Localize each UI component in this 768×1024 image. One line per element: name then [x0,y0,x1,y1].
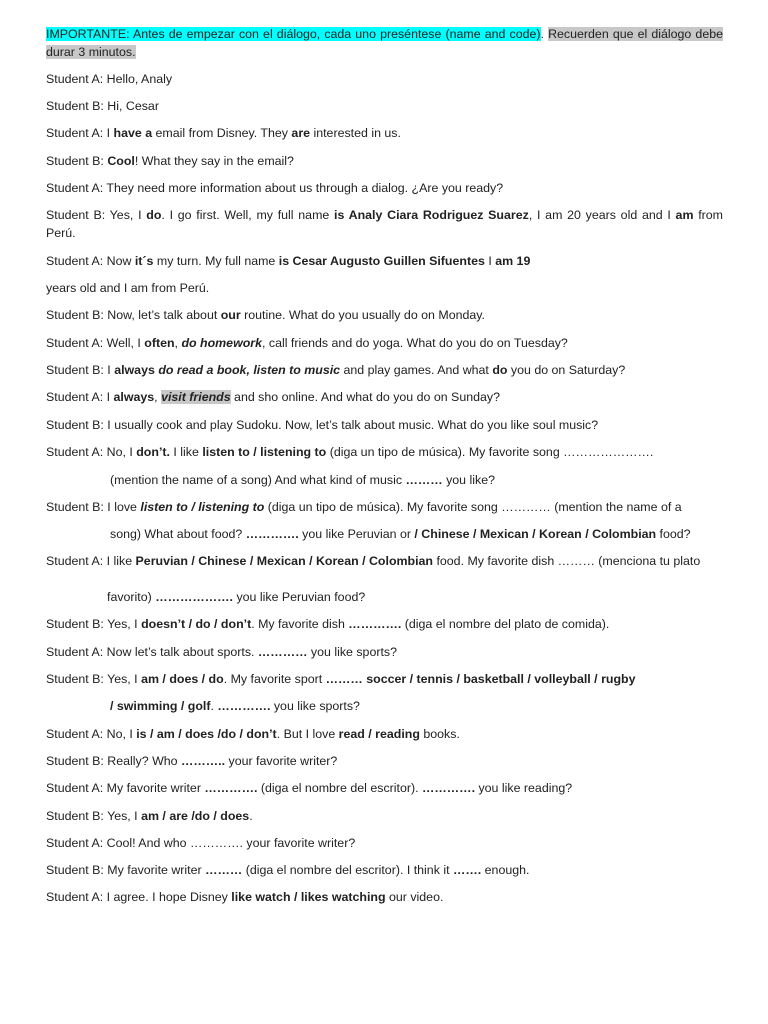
text-run: don’t. [136,445,170,459]
dialog-line [46,861,723,879]
text-run: Student A: Now [46,254,135,268]
text-run: Student B: Really? Who [46,754,181,768]
dialog-line [46,152,723,170]
text-run: is Analy Ciara Rodriguez Suarez [334,208,529,222]
text-run: I [484,254,496,268]
text-run: always [113,390,155,404]
text-run: am [675,208,694,222]
text-run: years old and I am from Perú. [46,281,210,295]
text-run: you like reading? [475,781,573,795]
text-run: , I am 20 years old and I [528,208,676,222]
dialog-line [46,725,723,743]
text-run: Student A: Hello, Analy [46,72,173,86]
text-run: . [540,27,544,41]
text-run: Student A: I [46,126,114,140]
text-run: Student A: They need more information about us through a dialog. ¿Are you ready? [46,181,504,195]
text-run: from Perú. [46,208,723,240]
dialog-line [46,498,723,516]
text-run: Cool [107,154,135,168]
text-run: Peruvian / Chinese / Mexican / Korean / Colombian [135,554,434,568]
text-run: Student B: Hi, Cesar [46,99,159,113]
text-run: . But I love [276,727,339,741]
text-run: …………. [217,699,271,713]
dialog-line [46,643,723,661]
text-run: it´s [134,254,154,268]
text-run: you like Peruvian food? [233,590,366,604]
text-run: listen to / listening to [140,500,265,514]
text-run: your favorite writer? [225,754,338,768]
text-run: and sho online. And what do you do on Sunday? [230,390,500,404]
dialog-line [46,779,723,797]
text-run: . [210,699,218,713]
text-run: am / does / do [141,672,224,686]
text-run: you like? [442,473,496,487]
highlighted-instruction: IMPORTANTE: Antes de empezar con el diálogo, cada uno preséntese (name and code) [46,27,541,41]
text-run: you like sports? [270,699,360,713]
text-run: ! What they say in the email? [134,154,294,168]
text-run: , [174,336,182,350]
text-run: Student B: Now, let’s talk about [46,308,221,322]
text-run: …………. [245,527,299,541]
text-run: . My favorite dish [251,617,349,631]
text-run: interested in us. [310,126,401,140]
text-run: is / am / does /do / don’t [136,727,277,741]
text-run: ……. [452,863,482,877]
text-run: Student A: I like [46,554,136,568]
text-run: Student A: My favorite writer [46,781,205,795]
text-run: (mention the name of a song) And what kind of music [110,473,406,487]
dialog-line [46,834,723,852]
text-run: enough. [481,863,530,877]
text-run: read / reading [338,727,420,741]
dialog-line [46,752,723,770]
text-run: Student B: Yes, I [46,208,147,222]
text-run: are [291,126,311,140]
text-run: , call friends and do yoga. What do you do on Tuesday? [261,336,568,350]
text-run: ………………. [155,590,233,604]
text-run: I like [169,445,203,459]
dialog-line [46,179,723,197]
text-run: our video. [385,890,444,904]
text-run: Student B: I [46,363,115,377]
text-run: Student B: Yes, I [46,809,142,823]
text-run: am 19 [495,254,531,268]
text-run: Student B: Yes, I [46,672,142,686]
text-run: Student B: I usually cook and play Sudoku. Now, let’s talk about music. What do you like soul music? [46,418,599,432]
text-run: / swimming / golf [110,699,211,713]
text-run: ……….. [181,754,226,768]
text-run: email from Disney. They [152,126,292,140]
text-run: always [114,363,155,377]
text-run: Student A: No, I [46,727,137,741]
text-run: . My favorite sport [223,672,326,686]
text-run: Student A: Cool! And who …………. your favorite writer? [46,836,356,850]
dialog-line [46,306,723,324]
text-run: ……… [205,863,243,877]
text-run: Student A: Well, I [46,336,145,350]
text-run: doesn’t / do / don’t [141,617,252,631]
text-run: Student B: My favorite writer [46,863,206,877]
dialog-line [110,525,723,543]
text-run: (diga el nombre del escritor). I think it [242,863,453,877]
text-run: is Cesar Augusto Guillen Sifuentes [278,254,485,268]
dialog-line [46,334,723,352]
text-run: (diga un tipo de música). My favorite song ………… (mention the name of a [264,500,682,514]
dialog-line [110,697,723,715]
text-run: you like sports? [307,645,397,659]
text-run: like watch / likes watching [231,890,386,904]
text-run: …………. [204,781,258,795]
text-run: song) What about food? [110,527,246,541]
dialog-line [46,670,723,688]
text-run: . I go first. Well, my full name [161,208,335,222]
text-run: do [146,208,162,222]
text-run: / Chinese / Mexican / Korean / Colombian [414,527,657,541]
text-run: listen to / listening to [202,445,327,459]
dialog-line [46,888,723,906]
text-run: am / are /do / does [141,809,250,823]
highlighted-reminder: Recuerden que el diálogo debe durar 3 minutos. [46,27,723,59]
text-run: …………. [348,617,402,631]
text-run: ………… [257,645,308,659]
dialog-line [110,471,723,489]
text-run: favorito) [107,590,156,604]
text-run: do read a book, listen to music [158,363,341,377]
intro-note [46,25,723,61]
text-run: (diga el nombre del plato de comida). [401,617,610,631]
dialog-line [46,388,723,406]
highlighted-phrase: visit friends [161,390,231,404]
dialog-line [46,279,723,297]
dialog-line [46,416,723,434]
text-run: . [249,809,253,823]
text-run: ……… [405,473,443,487]
text-run: , [154,390,162,404]
text-run: food. My favorite dish ……… (menciona tu plato [433,554,701,568]
text-run: often [144,336,175,350]
text-run: my turn. My full name [153,254,279,268]
text-run: …………. [422,781,476,795]
dialog-line [46,206,723,242]
text-run: you like Peruvian or [298,527,415,541]
text-run: Student A: I [46,390,114,404]
text-run: Student A: I agree. I hope Disney [46,890,232,904]
text-run: Student B: I love [46,500,141,514]
text-run: routine. What do you usually do on Monday. [240,308,485,322]
text-run: (diga un tipo de música). My favorite song …………………. [326,445,654,459]
dialog-line [46,70,723,88]
dialog-line [46,807,723,825]
dialog-line [46,124,723,142]
dialog-line [107,588,768,606]
text-run: do [492,363,508,377]
text-run: ……… soccer / tennis / basketball / volleyball / rugby [325,672,636,686]
text-run: (diga el nombre del escritor). [257,781,422,795]
dialog-line [46,552,723,570]
text-run: Student B: Yes, I [46,617,142,631]
text-run: you do on Saturday? [507,363,626,377]
text-run: and play games. And what [340,363,493,377]
text-run: Student B: [46,154,108,168]
text-run: books. [419,727,460,741]
text-run: do homework [181,336,262,350]
dialog-line [46,361,723,379]
text-run: food? [656,527,691,541]
dialog-line [46,615,723,633]
dialog-line [46,252,723,270]
text-run: have a [113,126,153,140]
text-run: Student A: Now let’s talk about sports. [46,645,258,659]
text-run: our [220,308,241,322]
dialog-line [46,97,723,115]
text-run: Student A: No, I [46,445,137,459]
dialog-line [46,443,723,461]
